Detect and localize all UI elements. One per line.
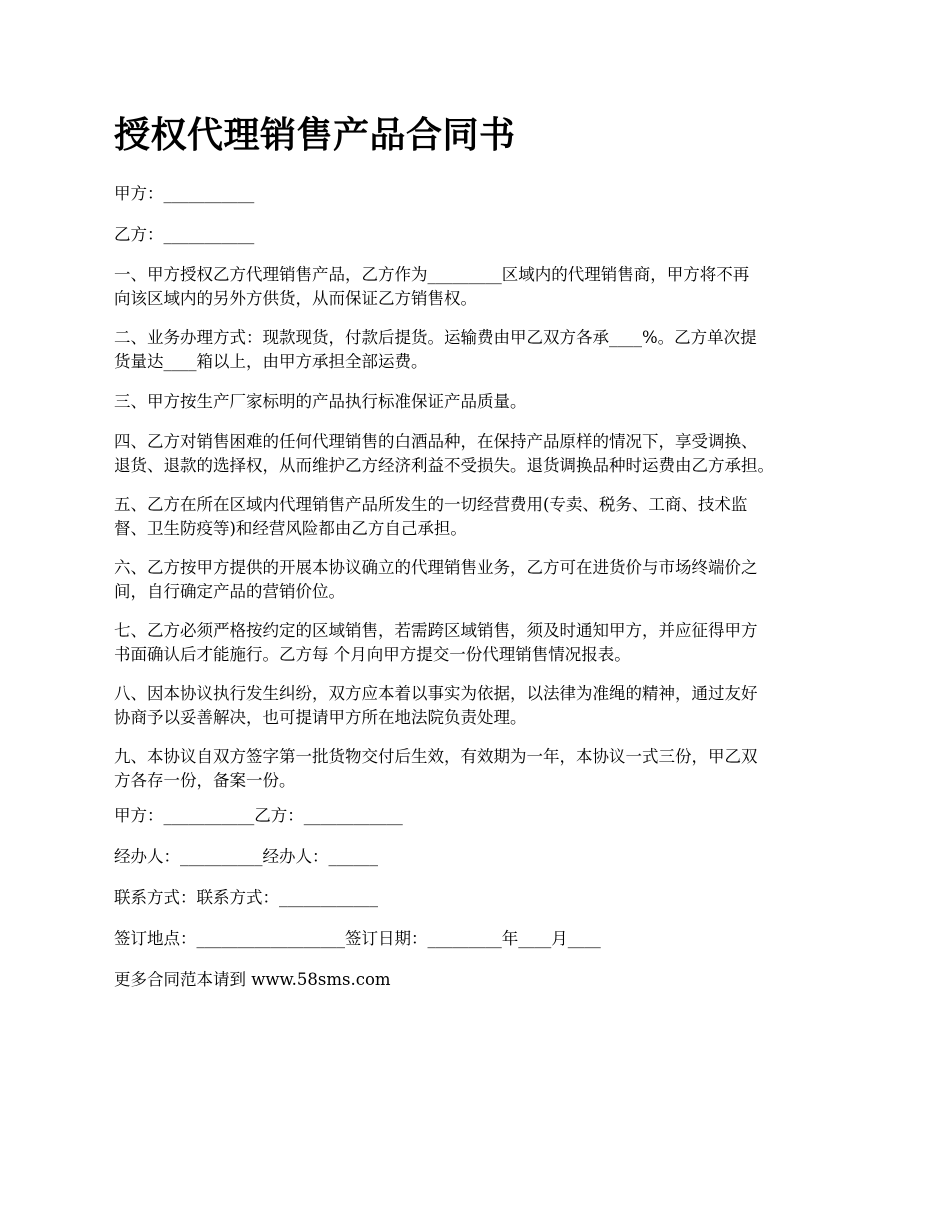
clause-6-line-2: 间，自行确定产品的营销价位。 — [114, 582, 345, 601]
clause-6-line-1: 六、乙方按甲方提供的开展本协议确立的代理销售业务，乙方可在进货价与市场终端价之 — [114, 558, 758, 577]
clause-8 — [114, 682, 758, 730]
signature-parties-line: 甲方：___________乙方：____________ — [114, 806, 403, 825]
signature-place-date-line: 签订地点：__________________签订日期：_________年____月____ — [114, 929, 601, 948]
clause-1 — [114, 263, 749, 311]
signature-agents-line: 经办人：__________经办人：______ — [114, 847, 378, 866]
clause-7-line-1: 七、乙方必须严格按约定的区域销售，若需跨区域销售，须及时通知甲方，并应征得甲方 — [114, 621, 758, 640]
clause-9 — [114, 745, 758, 793]
clause-6 — [114, 556, 758, 604]
clause-2 — [114, 326, 757, 374]
clause-9-line-2: 方各存一份，备案一份。 — [114, 771, 296, 790]
clause-2-line-2: 货量达____箱以上，由甲方承担全部运费。 — [114, 352, 428, 371]
clause-8-line-1: 八、因本协议执行发生纠纷，双方应本着以事实为依据，以法律为准绳的精神，通过友好 — [114, 684, 758, 703]
clause-9-line-1: 九、本协议自双方签字第一批货物交付后生效，有效期为一年，本协议一式三份，甲乙双 — [114, 747, 758, 766]
clause-4-line-1: 四、乙方对销售困难的任何代理销售的白酒品种，在保持产品原样的情况下，享受调换、 — [114, 432, 758, 451]
footer-website-note: 更多合同范本请到 www.58sms.com — [114, 970, 391, 989]
party-a-line: 甲方：___________ — [114, 184, 255, 203]
signature-contacts-line: 联系方式：联系方式：____________ — [114, 888, 378, 907]
clause-3 — [114, 390, 527, 414]
clause-2-line-1: 二、业务办理方式：现款现货，付款后提货。运输费由甲乙双方各承____%。乙方单次提 — [114, 328, 757, 347]
clause-1-line-2: 向该区域内的另外方供货，从而保证乙方销售权。 — [114, 289, 477, 308]
clause-7 — [114, 619, 758, 667]
clause-4 — [114, 430, 774, 478]
clause-5 — [114, 493, 747, 541]
clause-5-line-2: 督、卫生防疫等)和经营风险都由乙方自己承担。 — [114, 519, 467, 538]
clause-1-line-1: 一、甲方授权乙方代理销售产品，乙方作为_________区域内的代理销售商，甲方将不再 — [114, 265, 750, 284]
clause-5-line-1: 五、乙方在所在区域内代理销售产品所发生的一切经营费用(专卖、税务、工商、技术监 — [114, 495, 748, 514]
clause-7-line-2: 书面确认后才能施行。乙方每 个月向甲方提交一份代理销售情况报表。 — [114, 645, 631, 664]
clause-3-line-1: 三、甲方按生产厂家标明的产品执行标准保证产品质量。 — [114, 392, 527, 411]
party-b-line: 乙方：___________ — [114, 225, 255, 244]
clause-4-line-2: 退货、退款的选择权，从而维护乙方经济利益不受损失。退货调换品种时运费由乙方承担。 — [114, 456, 774, 475]
clause-8-line-2: 协商予以妥善解决，也可提请甲方所在地法院负责处理。 — [114, 708, 527, 727]
page-title: 授权代理销售产品合同书 — [114, 115, 516, 156]
